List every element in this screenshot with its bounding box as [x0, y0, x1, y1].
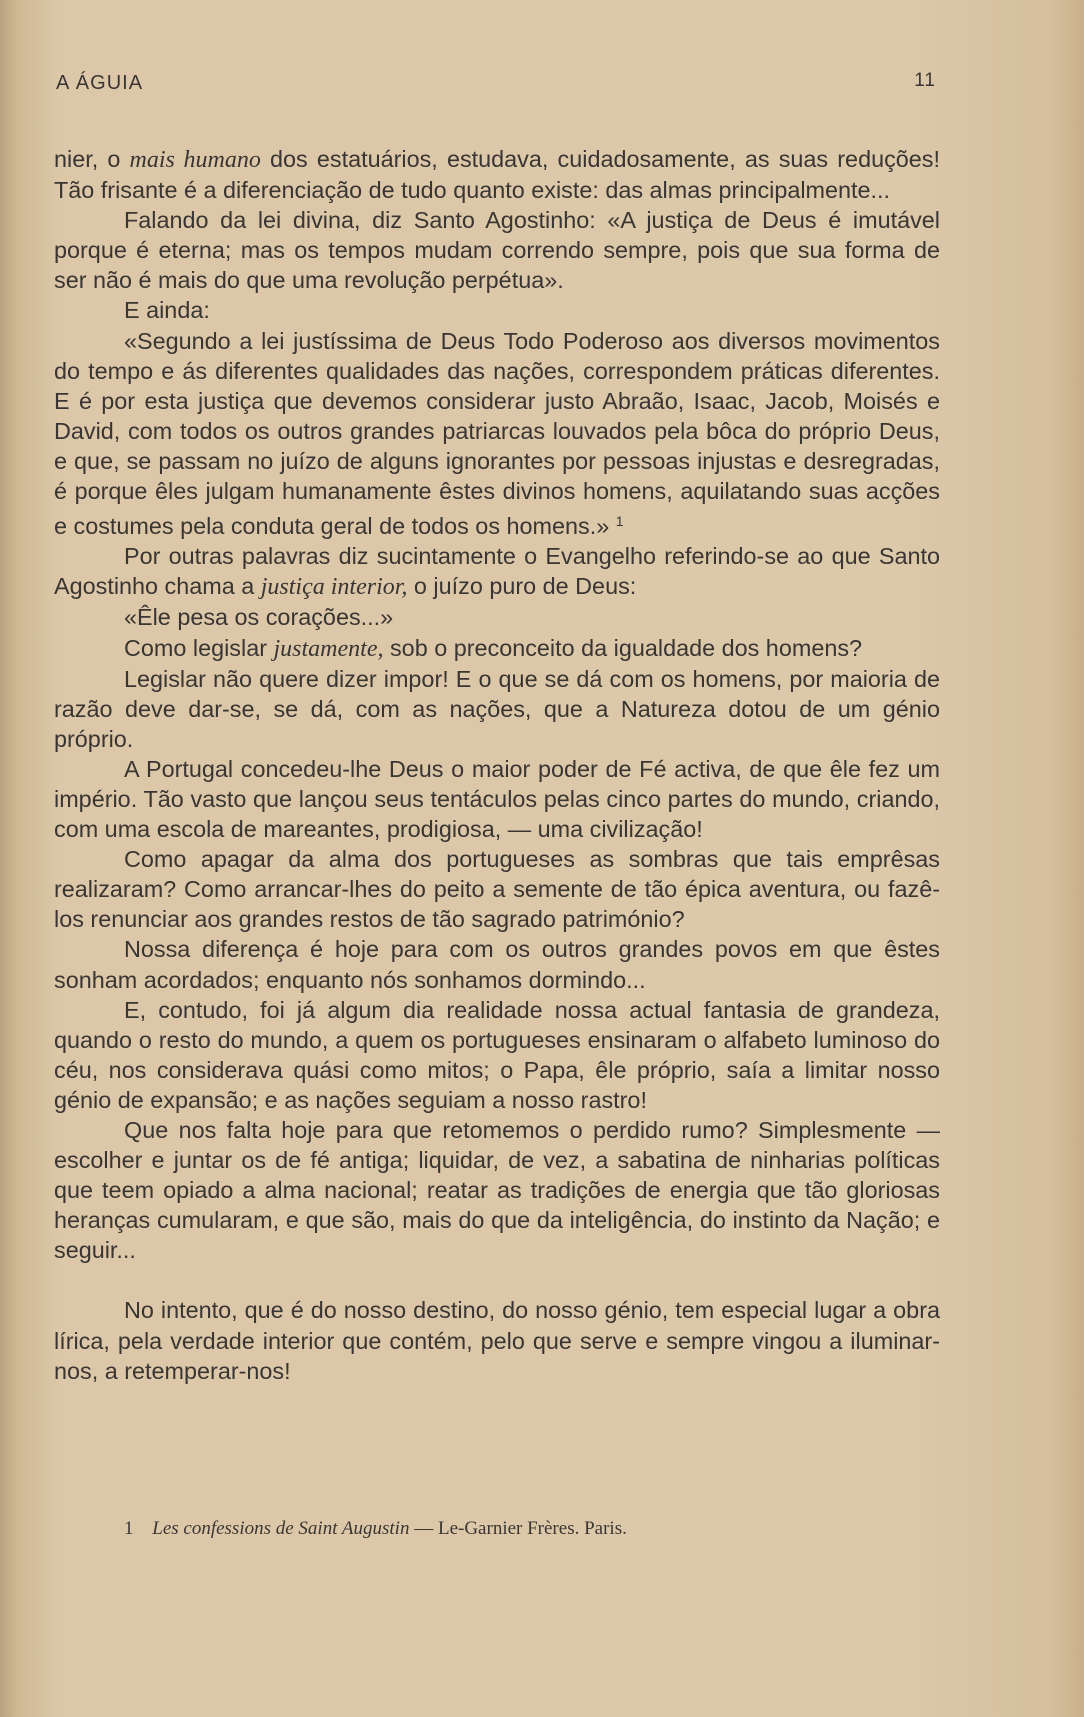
footnote-publisher: — Le-Garnier Frères. Paris. — [414, 1518, 627, 1539]
italic-phrase: justiça interior, — [260, 574, 408, 601]
paragraph — [54, 144, 940, 205]
paragraph: Falando da lei divina, diz Santo Agostinho: «A justiça de Deus é imutável porque é eterna; mas os tempos mudam correndo sempre, pois que sua forma de ser não é mais do que uma revolução perpétua». — [54, 207, 940, 294]
page-number: 11 — [914, 70, 936, 91]
paragraph: A Portugal concedeu-lhe Deus o maior poder de Fé activa, de que êle fez um império. Tão vasto que lançou seus tentáculos pelas cinco partes do mundo, criando, com uma escola de mareantes, prodigiosa, — uma civilização! — [54, 755, 940, 843]
running-head — [56, 70, 936, 100]
text-run: Como legislar — [124, 634, 267, 661]
paragraph: Como apagar da alma dos portugueses as sombras que tais emprêsas realizaram? Como arrancar-lhes do peito a semente de tão épica aventura, ou fazê-los renunciar aos grandes restos de tão sagrado património? — [54, 846, 940, 933]
paragraph: Que nos falta hoje para que retomemos o perdido rumo? Simplesmente — escolher e juntar os de fé antiga; liquidar, de vez, a sabatina de ninharias políticas que teem opiado a alma nacional; reatar as tradições de energia que tão gloriosas heranças cumularam, e que são, mais do que da inteligência, do instinto da Nação; e seguir... — [54, 1117, 940, 1264]
text-run: sob o preconceito da igualdade dos homens? — [389, 634, 863, 661]
text-run: nier, o — [54, 146, 121, 172]
text-run: «Segundo a lei justíssima de Deus Todo Poderoso aos diversos movimentos do tempo e ás diferentes qualidades das nações, correspondem práticas diferentes. E é por esta justiça que devemos considerar justo Abraão, Isaac, Jacob, Moisés e David, com todos os outros grandes patriarcas louvados pela bôca do próprio Deus, e que, se passam no juízo de alguns ignorantes por pessoas injustas e desregradas, é porque êles julgam humanamente êstes divinos homens, aquilatando suas acções e costumes pela conduta geral de todos os homens.» — [54, 327, 940, 540]
body-text — [54, 144, 940, 1386]
paragraph — [54, 633, 940, 664]
paragraph: E ainda: — [124, 297, 210, 324]
paragraph — [54, 541, 940, 602]
paragraph: Nossa diferença é hoje para com os outros grandes povos em que êstes sonham acordados; enquanto nós sonhamos dormindo... — [54, 936, 940, 993]
footnote-title: Les confessions de Saint Augustin — [152, 1518, 410, 1539]
text-run: o juízo puro de Deus: — [413, 573, 637, 600]
paragraph: Legislar não quere dizer impor! E o que se dá com os homens, por maioria de razão deve dar-se, se dá, com as nações, que a Natureza dotou de um génio próprio. — [54, 665, 940, 752]
footnote — [124, 1518, 944, 1540]
italic-phrase: justamente, — [273, 635, 384, 662]
paragraph: «Êle pesa os corações...» — [124, 604, 394, 631]
journal-title: A ÁGUIA — [56, 72, 144, 94]
paragraph: No intento, que é do nosso destino, do nosso génio, tem especial lugar a obra lírica, pela verdade interior que contém, pelo que serve e sempre vingou a iluminar-nos, a retemperar-nos! — [54, 1297, 940, 1384]
quotation-paragraph — [54, 326, 940, 542]
footnote-reference: 1 — [615, 513, 624, 530]
text-run: Por outras palavras diz sucintamente o Evangelho referindo-se ao que Santo Agostinho chama a — [54, 543, 940, 600]
italic-phrase: mais humano — [129, 147, 261, 173]
footnote-number: 1 — [124, 1518, 134, 1539]
text-run: dos estatuários, estudava, cuidadosamente, as suas reduções! Tão frisante é a diferenciação de tudo quanto existe: das almas principalmente... — [54, 146, 940, 204]
paragraph: E, contudo, foi já algum dia realidade nossa actual fantasia de grandeza, quando o resto do mundo, a quem os portugueses ensinaram o alfabeto luminoso do céu, nos considerava quási como mitos; o Papa, êle próprio, saía a limitar nosso génio de expansão; e as nações seguiam a nosso rastro! — [54, 996, 940, 1113]
